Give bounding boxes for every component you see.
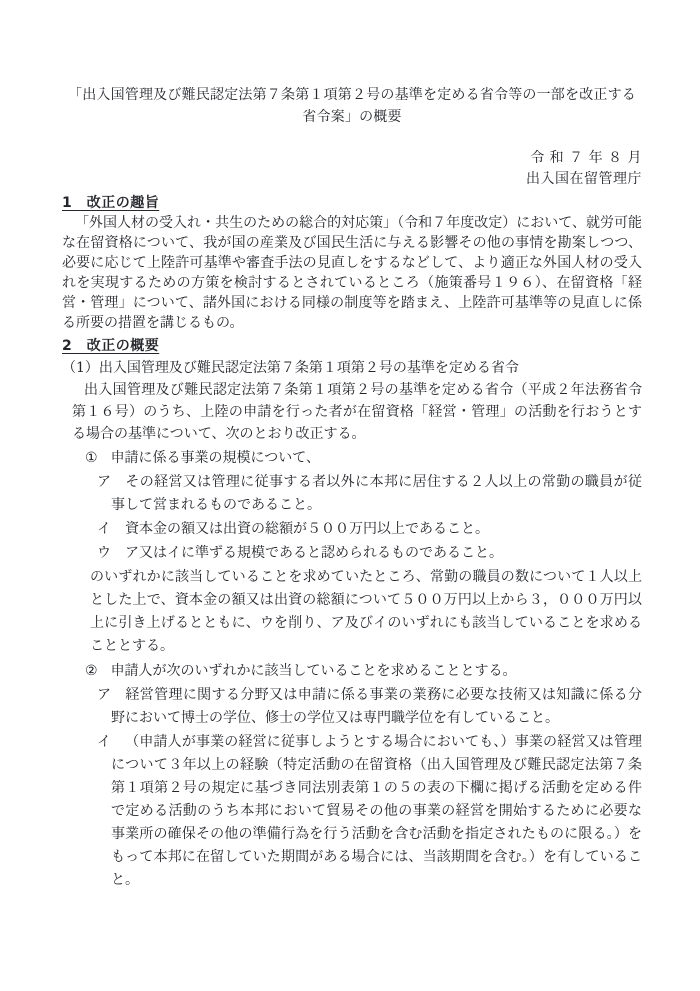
item2-subitem-i bbox=[97, 731, 643, 892]
item1-subitem-a-marker: ア bbox=[97, 474, 112, 490]
item2-subitem-a-marker: ア bbox=[97, 687, 112, 703]
item2-subitem-a-text: 経営管理に関する分野又は申請に係る事業の業務に必要な技術又は知識に係る分野において博士の学位、修士の学位又は専門職学位を有していること。 bbox=[111, 687, 643, 726]
item2-subitem-i-text: （申請人が事業の経営に従事しようとする場合においても、）事業の経営又は管理について３年以上の経験（特定活動の在留資格（出入国管理及び難民認定法第７条第１項第２号の規定に基づき同法別表第１の５の表の下欄に掲げる活動を定める件で定める活動のうち本邦において貿易その他の事業の経営を開始するために必要な事業所の確保その他の準備行為を行う活動を含む活動を指定されたものに限る。）をもって本邦に在留していた期間がある場合には、当該期間を含む。）を有していること。 bbox=[111, 734, 643, 888]
section1-body: 「外国人材の受入れ・共生のための総合的対応策」（令和７年度改定）において、就労可能な在留資格について、我が国の産業及び国民生活に与える影響その他の事情を勘案しつつ、必要に応じて上陸許可基準や審査手法の見直しをするなどして、より適正な外国人材の受入れを実現するための方策を検討するとされているところ（施策番号１９６）、在留資格「経営・管理」について、諸外国における同様の制度等を踏まえ、上陸許可基準等の見直しに係る所要の措置を講じるもの。 bbox=[62, 215, 642, 331]
section1-heading: 1 改正の趣旨 bbox=[62, 195, 160, 211]
item2-marker: ② bbox=[85, 663, 98, 679]
item1 bbox=[85, 447, 642, 470]
item1-subitem-u bbox=[97, 542, 642, 565]
item1-subitem-u-text: ア又はイに準ずる規模であると認められるものであること。 bbox=[125, 545, 503, 561]
document-title-line2: 省令案」の概要 bbox=[302, 109, 402, 125]
document-title-line1: 「出入国管理及び難民認定法第７条第１項第２号の基準を定める省令等の一部を改正する bbox=[68, 87, 636, 103]
item2-subitem-i-marker: イ bbox=[97, 734, 112, 750]
item1-subitem-i-text: 資本金の額又は出資の総額が５００万円以上であること。 bbox=[125, 521, 489, 537]
item1-marker: ① bbox=[85, 450, 98, 466]
item2-text: 申請人が次のいずれかに該当していることを求めることとする。 bbox=[110, 663, 517, 679]
document-date: 令 和 ７ 年 ８ 月 bbox=[530, 150, 642, 166]
section2-sub1-heading: （1）出入国管理及び難民認定法第７条第１項第２号の基準を定める省令 bbox=[62, 360, 519, 376]
document-meta bbox=[62, 148, 642, 190]
item1-subitem-u-marker: ウ bbox=[97, 545, 111, 561]
section2-sub1-intro: 出入国管理及び難民認定法第７条第１項第２号の基準を定める省令（平成２年法務省令第１６号）のうち、上陸の申請を行った者が在留資格「経営・管理」の活動を行おうとする場合の基準について、次のとおり改正する。 bbox=[72, 382, 642, 442]
item1-subitem-a-text: その経営又は管理に従事する者以外に本邦に居住する２人以上の常勤の職員が従事して営まれるものであること。 bbox=[111, 474, 643, 513]
document-title bbox=[62, 84, 642, 128]
item1-subitem-i bbox=[97, 518, 642, 541]
item2-subitem-a bbox=[97, 684, 643, 730]
section2-heading: 2 改正の概要 bbox=[62, 338, 160, 354]
item1-subitem-a bbox=[97, 471, 643, 517]
item1-text: 申請に係る事業の規模について、 bbox=[110, 450, 321, 466]
item2 bbox=[85, 660, 642, 683]
item1-subitem-i-marker: イ bbox=[97, 521, 111, 537]
item1-conclusion: のいずれかに該当していることを求めていたところ、常勤の職員の数について１人以上とした上で、資本金の額又は出資の総額について５００万円以上から３，０００万円以上に引き上げるとともに、ウを削り、ア及びイのいずれにも該当していることを求めることとする。 bbox=[90, 569, 642, 654]
document-agency: 出入国在留管理庁 bbox=[526, 171, 642, 187]
